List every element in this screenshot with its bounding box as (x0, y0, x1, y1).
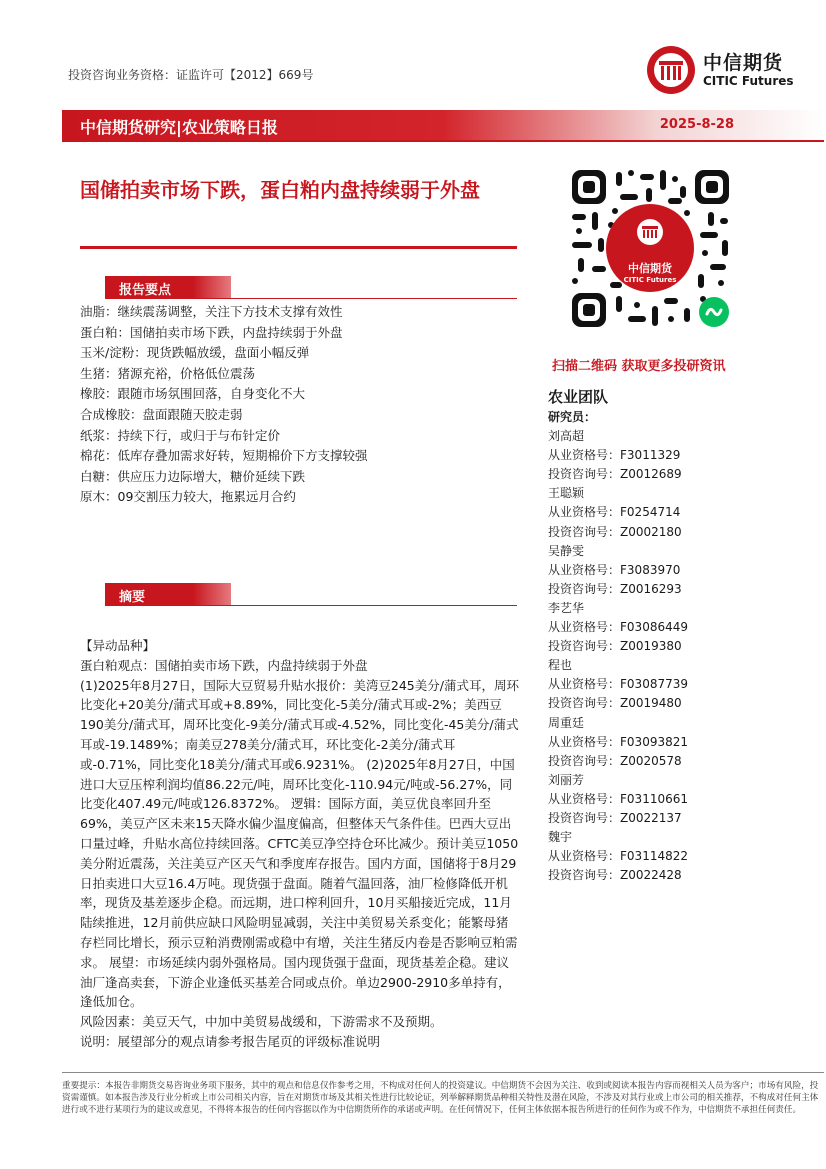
team-subtitle: 研究员： (548, 410, 597, 424)
footer-divider (62, 1072, 824, 1073)
consulting-number: Z0020578 (620, 753, 682, 768)
team-title: 农业团队 (548, 388, 609, 406)
consulting-number-row (548, 580, 788, 599)
qualification-number-label: 从业资格号： (548, 562, 621, 577)
consulting-number-label: 投资咨询号： (548, 639, 621, 654)
consulting-number-label: 投资咨询号： (548, 810, 621, 825)
qualification-number: F03087739 (620, 677, 688, 692)
logo-name-cn: 中信期货 (703, 52, 784, 74)
list-item: 蛋白粕：国储拍卖市场下跌，内盘持续弱于外盘 (80, 324, 343, 340)
list-item: 橡胶：跟随市场氛围回落，自身变化不大 (80, 386, 306, 402)
list-item: 合成橡胶：盘面跟随天胶走弱 (80, 406, 243, 422)
qualification-number-label: 从业资格号： (548, 505, 621, 520)
consulting-number: Z0016293 (620, 581, 682, 596)
summary-paragraph: (1)2025年8月27日，国际大豆贸易升贴水报价：美湾豆245美分/蒲式耳，周环比变化+20美分/蒲式耳或+8.89%，同比变化-5美分/蒲式耳或-2%；美西豆190美分/蒲式耳，周环比变化-9美分/蒲式耳或-4.52%，同比变化-45美分/蒲式耳或-19.1489%；南美豆278美分/蒲式耳，环比变化-2美分/蒲式耳或-0.71%，同比变化18美分/蒲式耳或6.9231%。 (2)2025年8月27日，中国进口大豆压榨利润均值86.22元/吨，周环比变化-110.94元/吨或-56.27%，同比变化407.49元/吨或126.8372%。 逻辑：国际方面，美豆优良率回升至69%，美豆产区未来15天降水偏少温度偏高，但整体天气条件佳。巴西大豆出口量过峰，升贴水高位持续回落。CFTC美豆净空持仓环比减少。预计美豆1050美分附近震荡，关注美豆产区天气和季度库存报告。国内方面，国储将于8月29日拍卖进口大豆16.4万吨。现货强于盘面。随着气温回落，油厂检修降低开机率，现货及基差逐步企稳。而远期，进口榨利回升，10月买船接近完成，11月陆续推进，12月前供应缺口风险明显减弱，关注中美贸易关系变化；能繁母猪存栏同比增长，预示豆粕消费刚需或稳中有增，关注生猪反内卷是否影响豆粕需求。 展望：市场延续内弱外强格局。国内现货强于盘面，现货基差企稳。建议油厂逢高卖套，下游企业逢低买基差合同或点价。单边2900-2910多单持有，逢低加仓。 (80, 677, 519, 1010)
report-series-title: 中信期货研究|农业策略日报 (80, 118, 278, 137)
qualification-number: F03093821 (620, 734, 688, 749)
researcher-name: 吴静雯 (548, 543, 585, 558)
consulting-number-label: 投资咨询号： (548, 524, 621, 539)
logo-name-en: CITIC Futures (703, 74, 794, 88)
summary-heading: 【异动品种】 (80, 638, 156, 653)
qr-badge-cn: 中信期货 (628, 262, 672, 275)
qr-badge-en: CITIC Futures (623, 276, 677, 284)
qualification-number: F03114822 (620, 849, 688, 864)
report-date: 2025-8-28 (659, 117, 734, 132)
researcher-name: 刘丽芳 (548, 772, 585, 787)
qualification-number: F03110661 (620, 791, 688, 806)
citic-logo-icon (645, 44, 697, 96)
qr-code-icon (568, 166, 733, 331)
consulting-number-label: 投资咨询号： (548, 868, 621, 883)
summary-title: 摘要 (119, 590, 146, 605)
qr-caption: 扫描二维码 获取更多投研资讯 (552, 359, 726, 374)
company-logo (645, 44, 805, 96)
list-item: 生猪：猪源充裕，价格低位震荡 (80, 365, 256, 381)
consulting-number: Z0012689 (620, 467, 682, 482)
consulting-number: Z0002180 (620, 524, 682, 539)
qualification-number: F0254714 (620, 505, 681, 520)
summary-tag (105, 583, 231, 605)
qualification-number-label: 从业资格号： (548, 677, 621, 692)
qualification-number: F03086449 (620, 620, 688, 635)
consulting-number-row (548, 465, 788, 484)
consulting-number: Z0022428 (620, 868, 682, 883)
key-points-title: 报告要点 (119, 283, 172, 298)
list-item: 棉花：低库存叠加需求好转，短期棉价下方支撑较强 (80, 448, 368, 464)
researcher-name: 魏宇 (548, 830, 573, 845)
qualification-number-row (548, 503, 788, 522)
summary-viewpoint: 蛋白粕观点：国储拍卖市场下跌，内盘持续弱于外盘 (80, 657, 368, 673)
list-item: 纸浆：持续下行，或归于与布针定价 (80, 427, 281, 443)
team-member-list (548, 427, 788, 885)
researcher-name: 王聪颖 (548, 486, 585, 501)
consulting-number-row (548, 866, 788, 885)
consulting-number-row (548, 694, 788, 713)
summary-note: 说明：展望部分的观点请参考报告尾页的评级标准说明 (80, 1033, 381, 1049)
researcher-name: 李艺华 (548, 600, 585, 615)
headline-divider (80, 246, 517, 249)
qualification-number: F3011329 (620, 448, 681, 463)
consulting-number: Z0022137 (620, 810, 682, 825)
qr-code[interactable] (568, 166, 733, 331)
key-points-list (80, 302, 530, 508)
list-item: 油脂：继续震荡调整，关注下方技术支撑有效性 (80, 304, 343, 319)
key-points-tag (105, 276, 231, 298)
consulting-number-label: 投资咨询号： (548, 753, 621, 768)
consulting-number-row (548, 752, 788, 771)
qualification-number-row (548, 618, 788, 637)
consulting-number: Z0019480 (620, 696, 682, 711)
researcher-name: 刘高超 (548, 429, 585, 444)
consulting-number-row (548, 523, 788, 542)
qualification-number-label: 从业资格号： (548, 620, 621, 635)
research-team (548, 386, 788, 885)
consulting-number-row (548, 637, 788, 656)
qualification-number-row (548, 561, 788, 580)
consulting-number: Z0019380 (620, 639, 682, 654)
qualification-number-label: 从业资格号： (548, 448, 621, 463)
qualification-number-row (548, 790, 788, 809)
key-points-divider (105, 298, 517, 299)
report-headline: 国储拍卖市场下跌，蛋白粕内盘持续弱于外盘 (80, 178, 480, 202)
license-text: 投资咨询业务资格：证监许可【2012】669号 (68, 68, 314, 82)
report-banner (62, 110, 824, 142)
list-item: 白糖：供应压力边际增大，糖价延续下跌 (80, 468, 306, 484)
summary-risk: 风险因素：美豆天气，中加中美贸易战缓和，下游需求不及预期。 (80, 1014, 443, 1030)
qualification-number-row (548, 847, 788, 866)
qualification-number: F3083970 (620, 562, 681, 577)
consulting-number-label: 投资咨询号： (548, 467, 621, 482)
list-item: 玉米/淀粉：现货跌幅放缓，盘面小幅反弹 (80, 345, 310, 361)
consulting-number-row (548, 809, 788, 828)
qualification-number-row (548, 446, 788, 465)
researcher-name: 周重廷 (548, 715, 585, 730)
qualification-number-label: 从业资格号： (548, 791, 621, 806)
qualification-number-row (548, 733, 788, 752)
qualification-number-label: 从业资格号： (548, 849, 621, 864)
qualification-number-row (548, 675, 788, 694)
disclaimer: 重要提示：本报告非期货交易咨询业务项下服务，其中的观点和信息仅作参考之用，不构成对任何人的投资建议。中信期货不会因为关注、收到或阅读本报告内容而视相关人员为客户；市场有风险，投资需谨慎。如本报告涉及行业分析或上市公司相关内容，旨在对期货市场及其相关性进行比较论证，列举解释期货品种相关特性及潜在风险，不涉及对其行业或上市公司的相关推荐，不构成对任何主体进行或不进行某项行为的建议或意见，不得将本报告的任何内容据以作为中信期货所作的承诺或声明。在任何情况下，任何主体依据本报告所进行的任何作为或不作为，中信期货不承担任何责任。 (62, 1081, 819, 1115)
summary-body (80, 636, 520, 1052)
qualification-number-label: 从业资格号： (548, 734, 621, 749)
consulting-number-label: 投资咨询号： (548, 696, 621, 711)
list-item: 原木：09交割压力较大，拖累远月合约 (80, 489, 296, 505)
consulting-number-label: 投资咨询号： (548, 581, 621, 596)
researcher-name: 程也 (548, 658, 573, 673)
summary-divider (105, 605, 517, 606)
